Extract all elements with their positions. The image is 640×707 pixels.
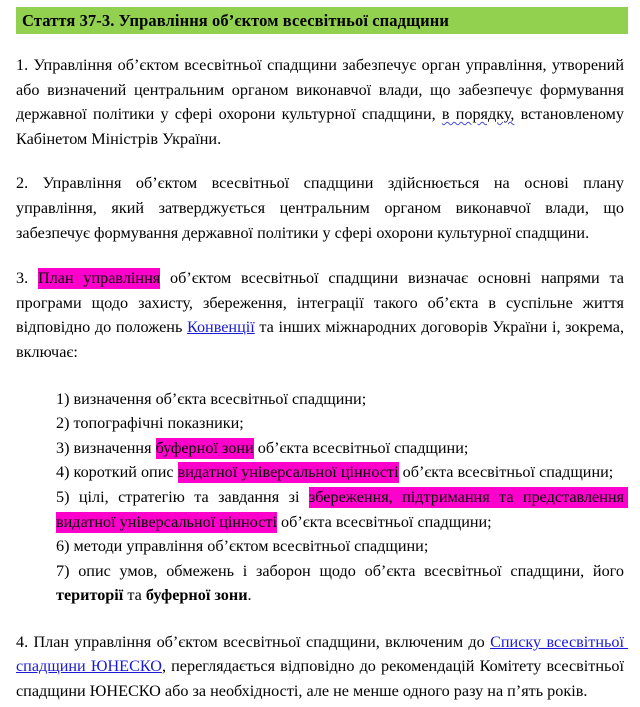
paragraph-4-text-a: 4. План управління об’єктом всесвітньої спадщини, включеним до <box>16 632 491 651</box>
list-item-4-text-b: об’єкта всесвітньої спадщини; <box>398 463 614 482</box>
paragraph-1-text-b: встановленому Кабінетом Міністрів України. <box>16 105 629 148</box>
list-item-7-text-c: . <box>247 586 252 605</box>
document-body <box>0 34 640 704</box>
list-item-1-text: 1) визначення об’єкта всесвітньої спадщини; <box>56 389 367 408</box>
list-item <box>56 485 629 534</box>
paragraph-4-text-b: , переглядається відповідно до рекомендацій Комітету всесвітньої спадщини ЮНЕСКО або за необхідності, але не менше одного разу на п’ять років. <box>16 657 629 701</box>
grammar-flagged-text: в порядку, <box>441 105 515 124</box>
list-item-4-text-a: 4) короткий опис <box>56 463 178 482</box>
paragraph-3-number: 3. <box>16 269 38 288</box>
highlight-bufernoi-zony: буферної зони <box>155 438 254 457</box>
list-item-6-text: 6) методи управління об’єктом всесвітньої спадщини; <box>56 537 429 556</box>
article-heading-container <box>0 0 640 34</box>
bold-bufernoi-zony: буферної зони <box>145 586 248 605</box>
link-konventsii[interactable]: Конвенції <box>186 318 255 337</box>
link-spysku-vsesvitnoi-spadshchyny-unesco[interactable]: Списку всесвітньої спадщини ЮНЕСКО <box>16 632 629 676</box>
list-item <box>56 559 629 608</box>
spacer <box>16 608 624 630</box>
list-item-3-text-b: об’єкта всесвітньої спадщини; <box>253 438 469 457</box>
list-item-7-text-a: 7) опис умов, обмежень і заборон щодо об’єкта всесвітньої спадщини, його <box>56 561 629 580</box>
paragraph-1 <box>16 53 629 151</box>
plan-components-list <box>16 387 629 608</box>
list-item <box>56 460 624 485</box>
list-item-7-text-b: та <box>123 586 146 605</box>
page-title: Стаття 37-3. Управління об’єктом всесвітньої спадщини <box>16 7 628 34</box>
list-item <box>56 387 624 412</box>
paragraph-2-text: 2. Управління об’єктом всесвітньої спадщини здійснюється на основі плану управління, який затверджується центральним органом виконавчої влади, що забезпечує формування державної політики у сфері охорони культурної спадщини. <box>16 174 629 242</box>
spacer <box>16 34 624 53</box>
bold-terytorii: території <box>56 586 124 605</box>
paragraph-3-text-b: та інших міжнародних договорів України і, зокрема, включає: <box>16 318 629 361</box>
highlight-vydatnoi-universalnoi-tsinnosti: видатної універсальної цінності <box>177 463 399 482</box>
list-item-2-text: 2) топографічні показники; <box>56 414 244 433</box>
list-item-3-text-a: 3) визначення <box>56 438 156 457</box>
list-item-5-text-b: об’єкта всесвітньої спадщини; <box>276 512 492 531</box>
paragraph-3-text-a: об’єктом всесвітньої спадщини визначає основні напрями та програми щодо захисту, збереження, інтеграції такого об’єкта в суспільне життя відповідно до положень <box>16 269 629 337</box>
paragraph-4 <box>16 630 629 704</box>
highlight-plan-upravlinnia: План управління <box>37 269 161 288</box>
paragraph-3 <box>16 266 629 364</box>
highlight-zberezhennia-pidtrymannia-predstavlennia: збереження, підтримання та представлення видатної універсальної цінності <box>56 487 629 531</box>
paragraph-1-text-a: 1. Управління об’єктом всесвітньої спадщини забезпечує орган управління, утворений або визначений центральним органом виконавчої влади, що забезпечує формування державної політики у сфері охорони культурної спадщини, <box>16 56 629 124</box>
list-item <box>56 534 624 559</box>
list-item <box>56 411 624 436</box>
spacer <box>16 245 624 266</box>
paragraph-2 <box>16 171 629 245</box>
spacer <box>16 365 624 387</box>
list-item-5-text-a: 5) цілі, стратегію та завдання зі <box>56 487 309 506</box>
list-item <box>56 436 624 461</box>
spacer <box>16 151 624 171</box>
